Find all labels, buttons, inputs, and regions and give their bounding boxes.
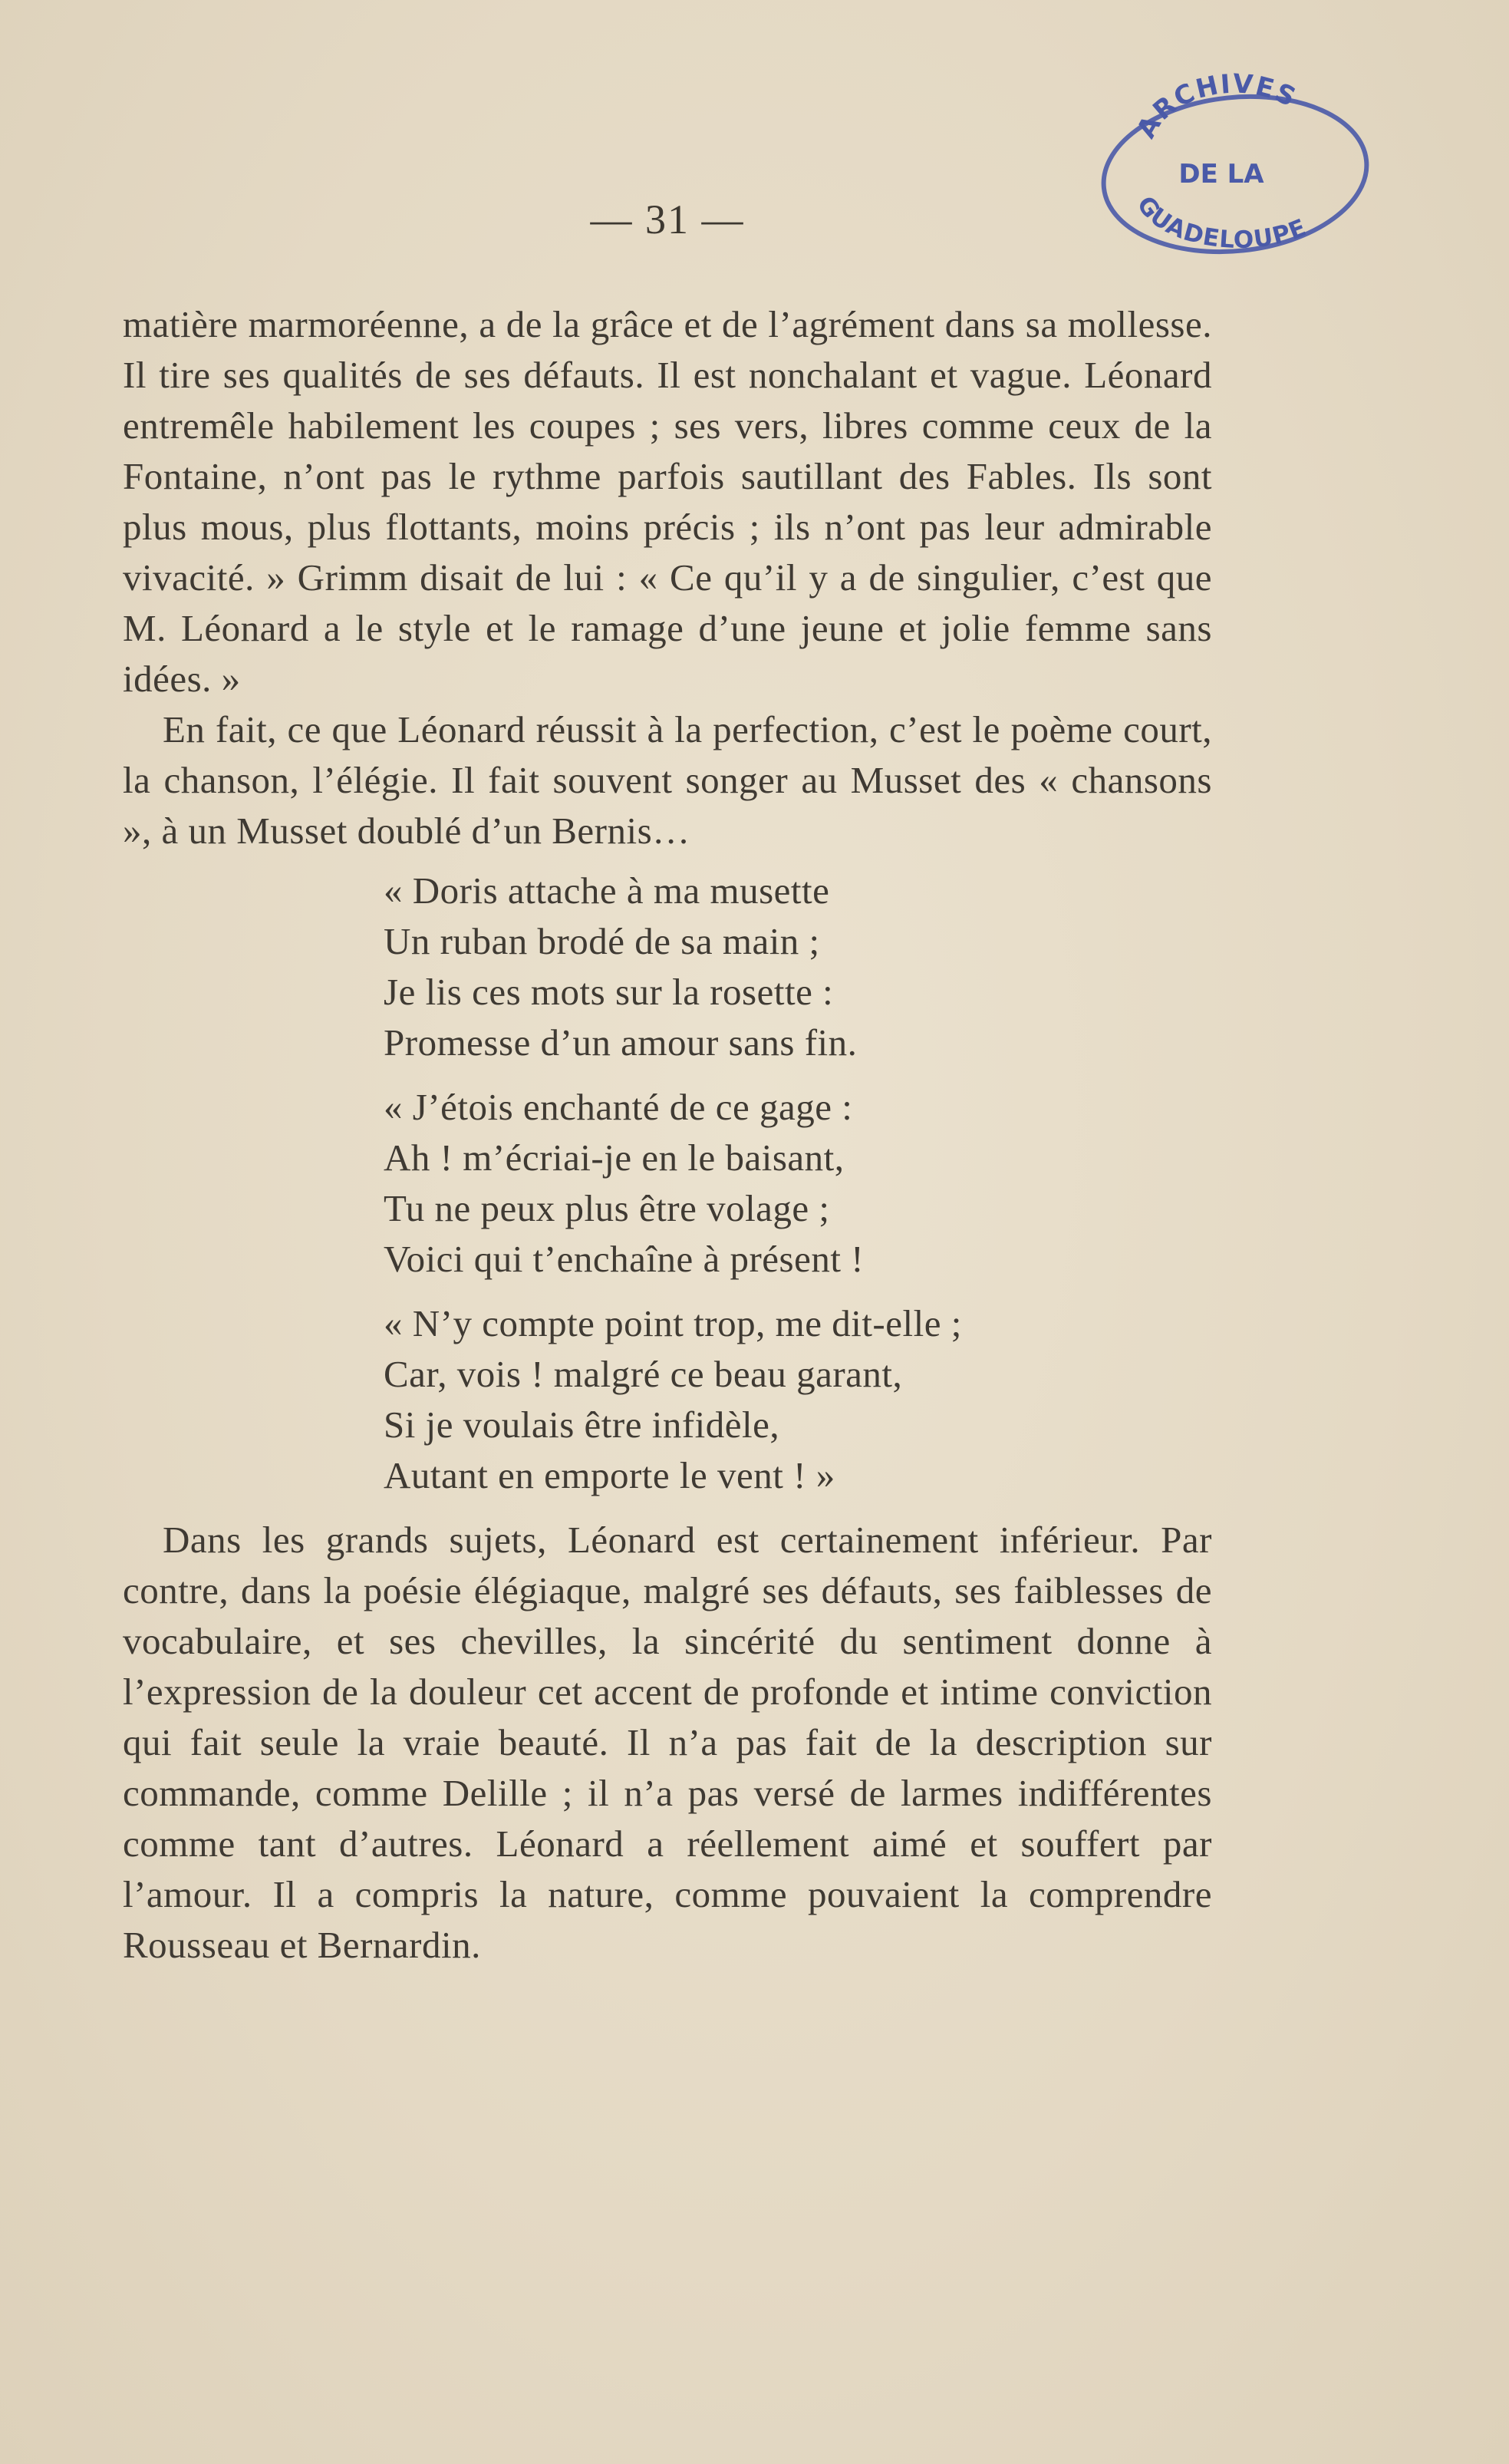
paragraph-3: Dans les grands sujets, Léonard est certainement inférieur. Par contre, dans la poésie élégiaque, malgré ses défauts, ses faiblesses de vocabulaire, et ses chevilles, la sincérité du sentiment donne à l’expression de la douleur cet accent de profonde et intime conviction qui fait seule la vraie beauté. Il n’a pas fait de la description sur commande, comme Delille ; il n’a pas versé de larmes indifférentes comme tant d’autres. Léonard a réellement aimé et souffert par l’amour. Il a compris la nature, comme pouvaient la comprendre Rousseau et Bernardin.	[123, 1519, 1212, 1966]
stamp-line2: DE LA	[1178, 159, 1264, 190]
poem-line: Autant en emporte le vent ! »	[384, 1454, 835, 1496]
svg-text:ARCHIVES	[1131, 73, 1302, 143]
poem-line: Je lis ces mots sur la rosette :	[384, 971, 834, 1013]
poem	[384, 866, 1212, 1501]
poem-line: Promesse d’un amour sans fin.	[384, 1021, 858, 1064]
paragraph-1: matière marmoréenne, a de la grâce et de l’agrément dans sa mollesse. Il tire ses qualités de ses défauts. Il est nonchalant et vague. Léonard entremêle habilement les coupes ; ses vers, libres comme ceux de la Fontaine, n’ont pas le rythme parfois sautillant des Fables. Ils sont plus mous, plus flottants, moins précis ; ils n’ont pas leur admirable vivacité. » Grimm disait de lui : « Ce qu’il y a de singulier, c’est que M. Léonard a le style et le ramage d’une jeune et jolie femme sans idées. »	[123, 303, 1212, 700]
poem-line: Voici qui t’enchaîne à présent !	[384, 1238, 865, 1280]
svg-text:GUADELOUPE	[1132, 191, 1311, 254]
archives-stamp	[1089, 73, 1373, 257]
poem-stanza-1	[384, 866, 1212, 1068]
poem-line: Si je voulais être infidèle,	[384, 1404, 780, 1446]
stamp-icon	[1089, 73, 1373, 257]
paragraph-2: En fait, ce que Léonard réussit à la perfection, c’est le poème court, la chanson, l’élégie. Il fait souvent songer au Musset des « chansons », à un Musset doublé d’un Bernis…	[123, 708, 1212, 852]
poem-line: « N’y compte point trop, me dit-elle ;	[384, 1302, 962, 1344]
poem-line: « J’étois enchanté de ce gage :	[384, 1086, 853, 1128]
poem-line: « Doris attache à ma musette	[384, 869, 830, 912]
poem-line: Ah ! m’écriai-je en le baisant,	[384, 1136, 845, 1179]
stamp-line1: ARCHIVES	[1131, 73, 1302, 144]
poem-stanza-2	[384, 1082, 1212, 1285]
poem-stanza-3	[384, 1298, 1212, 1501]
body-text	[123, 299, 1212, 1971]
poem-line: Tu ne peux plus être volage ;	[384, 1187, 830, 1229]
poem-line: Un ruban brodé de sa main ;	[384, 920, 820, 962]
page-number: — 31 —	[590, 196, 745, 242]
stamp-line3: GUADELOUPE	[1131, 191, 1311, 255]
poem-line: Car, vois ! malgré ce beau garant,	[384, 1353, 903, 1395]
